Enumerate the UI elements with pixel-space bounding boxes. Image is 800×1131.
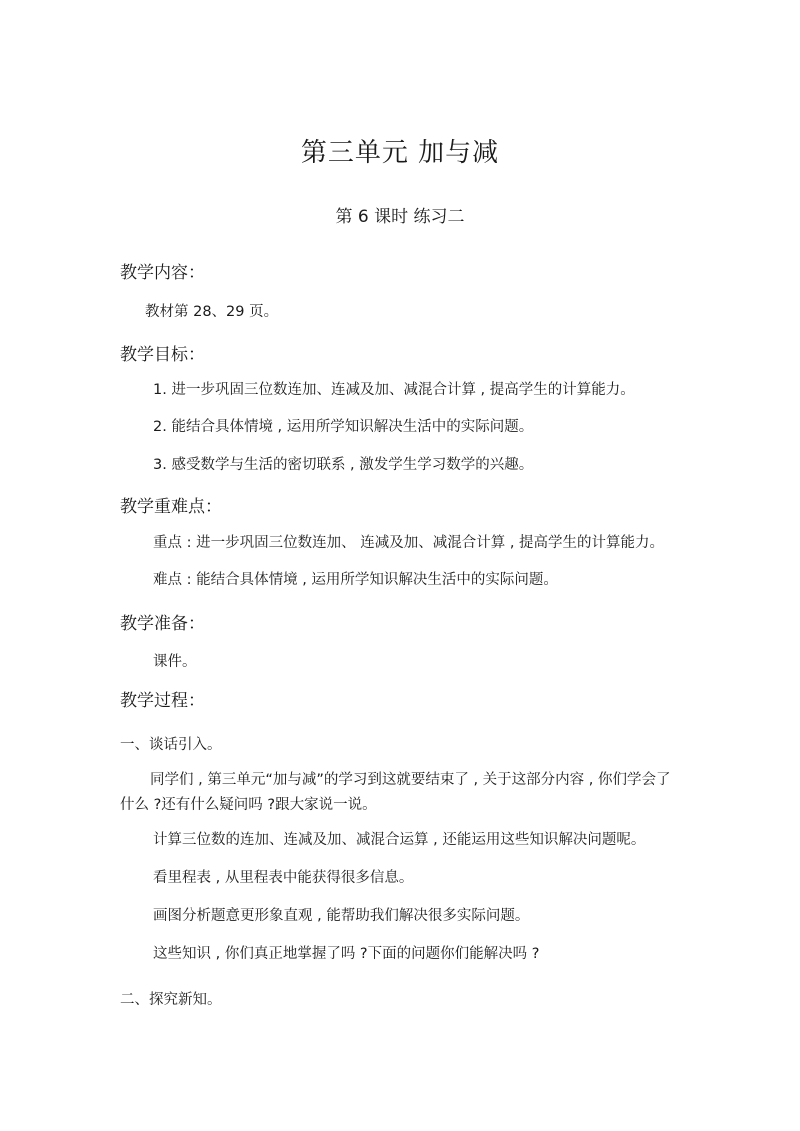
preparation-text: 课件。 <box>153 654 197 670</box>
page-title: 第三单元 加与减 <box>300 138 500 168</box>
heading-teaching-process: 教学过程： <box>120 691 205 711</box>
process-line: 看里程表 , 从里程表中能获得很多信息。 <box>153 870 414 886</box>
goal-item: 3. 感受数学与生活的密切联系 , 激发学生学习数学的兴趣。 <box>153 457 534 473</box>
process-line: 画图分析题意更形象直观 , 能帮助我们解决很多实际问题。 <box>153 908 530 924</box>
intro-paragraph: 同学们 , 第三单元“加与减”的学习到这就要结束了 , 关于这部分内容 , 你们学会了什么 ?还有什么疑问吗 ?跟大家说一说。 <box>120 772 671 813</box>
difficult-point-item: 难点 : 能结合具体情境 , 运用所学知识解决生活中的实际问题。 <box>153 572 558 588</box>
goal-item: 1. 进一步巩固三位数连加、连减及加、减混合计算 , 提高学生的计算能力。 <box>153 382 635 398</box>
process-line: 计算三位数的连加、连减及加、减混合运算 , 还能运用这些知识解决问题呢。 <box>153 832 646 848</box>
heading-teaching-content: 教学内容： <box>120 263 205 283</box>
teaching-content-text: 教材第 28、29 页。 <box>145 304 279 320</box>
lesson-subtitle: 第 6 课时 练习二 <box>335 207 465 227</box>
key-point-item: 重点 : 进一步巩固三位数连加、 连减及加、减混合计算 , 提高学生的计算能力。 <box>153 535 665 551</box>
process-line: 这些知识 , 你们真正地掌握了吗 ?下面的问题你们能解决吗 ? <box>153 946 540 962</box>
heading-teaching-goals: 教学目标： <box>120 345 205 365</box>
heading-key-points: 教学重难点： <box>120 497 222 517</box>
goal-item: 2. 能结合具体情境 , 运用所学知识解决生活中的实际问题。 <box>153 419 534 435</box>
heading-preparation: 教学准备： <box>120 614 205 634</box>
part-one-title: 一、谈话引入。 <box>120 737 222 753</box>
part-two-title: 二、探究新知。 <box>120 992 222 1008</box>
